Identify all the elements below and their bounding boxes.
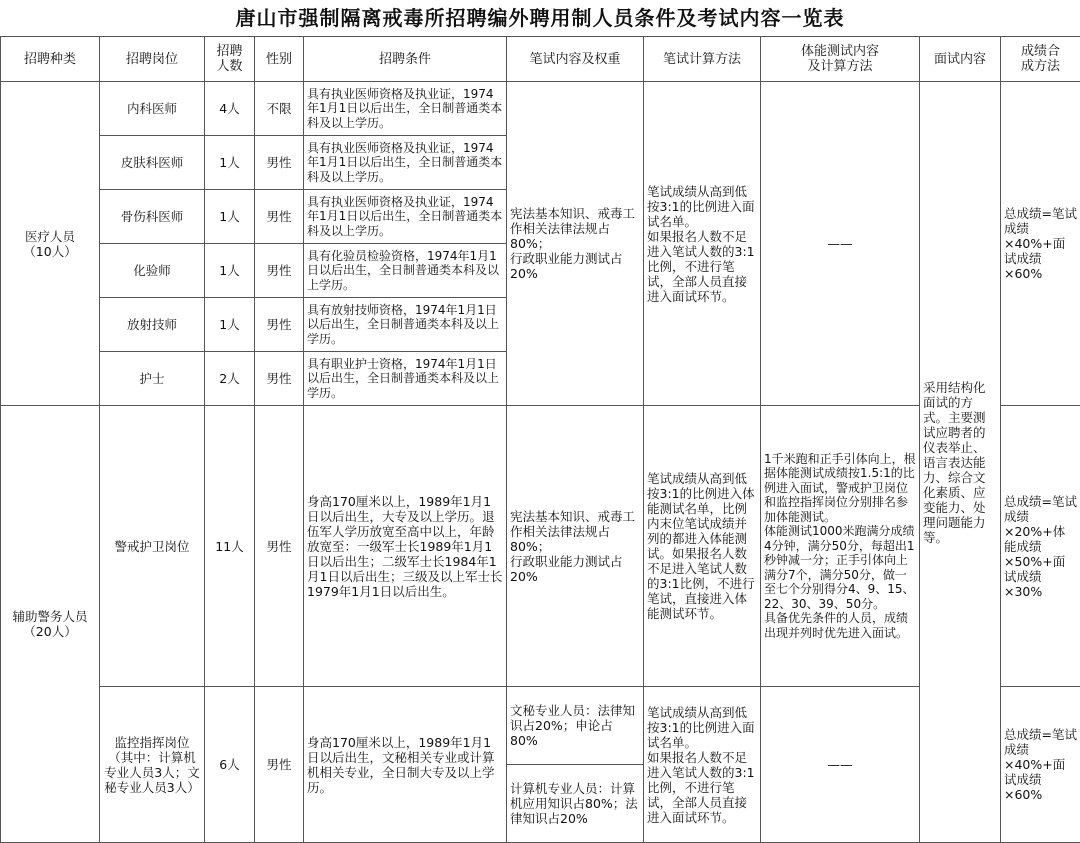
gender-cell: 不限 (255, 82, 304, 136)
requirement-cell: 具有放射技师资格，1974年1月1日以后出生，全日制普通类本科及以上学历。 (304, 298, 507, 352)
table-row (1, 82, 1080, 136)
exam-content-computer (507, 765, 643, 842)
exam-content-secretary (507, 687, 643, 765)
col-header: 体能测试内容 及计算方法 (761, 37, 920, 82)
gender-cell: 男性 (255, 190, 304, 244)
count-cell: 1人 (205, 190, 255, 244)
post-cell: 内科医师 (100, 82, 205, 136)
category-police: 辅助警务人员 （20人） (1, 406, 100, 843)
requirement-cell: 具有执业医师资格及执业证，1974年1月1日以后出生，全日制普通类本科及以上学历。 (304, 82, 507, 136)
requirement-cell: 具有执业医师资格及执业证，1974年1月1日以后出生，全日制普通类本科及以上学历。 (304, 190, 507, 244)
requirement-cell: 具有职业护士资格，1974年1月1日以后出生，全日制普通类本科及以上学历。 (304, 352, 507, 406)
col-header: 招聘种类 (1, 37, 100, 82)
score-method-medical: 总成绩=笔试成绩×40%+面试成绩×60% (1001, 82, 1080, 406)
requirement-cell: 具有执业医师资格及执业证，1974年1月1日以后出生，全日制普通类本科及以上学历。 (304, 136, 507, 190)
recruitment-table (0, 36, 1080, 843)
gender-cell: 男性 (255, 687, 304, 843)
exam-content-medical: 宪法基本知识、戒毒工作相关法律法规占80%； 行政职业能力测试占20% (507, 82, 644, 406)
count-cell: 6人 (205, 687, 255, 843)
count-cell: 2人 (205, 352, 255, 406)
gender-cell: 男性 (255, 298, 304, 352)
exam-method-guard: 笔试成绩从高到低按3:1的比例进入体能测试名单，比例内末位笔试成绩并列的都进入体能测试。如果报名人数不足进入笔试人数的3:1比例，不进行笔试，直接进入体能测试环节。 (644, 406, 761, 687)
physical-test-medical: —— (761, 82, 920, 406)
col-header: 招聘条件 (304, 37, 507, 82)
col-header: 面试内容 (920, 37, 1001, 82)
score-method-guard: 总成绩=笔试成绩×20%+体能成绩×50%+面试成绩×30% (1001, 406, 1080, 687)
gender-cell: 男性 (255, 136, 304, 190)
requirement-cell: 身高170厘米以上，1989年1月1日以后出生，大专及以上学历。退伍军人学历放宽至高中以上，年龄放宽至：一级军士长1989年1月1日以后出生；二级军士长1984年1月1日以后出生；三级及以上军士长1979年1月1日以后出生。 (304, 406, 507, 687)
interview-content: 采用结构化面试的方式。主要测试应聘者的仪表举止、语言表达能力、综合文化素质、应变能力、处理问题能力等。 (920, 82, 1001, 843)
physical-test-guard: 1千米跑和正手引体向上，根据体能测试成绩按1.5:1的比例进入面试，警戒护卫岗位和监控指挥岗位分别排名参加体能测试。 体能测试1000米跑满分成绩4分钟，满分50分，每超出1秒钟减一分；正手引体向上满分7个，满分50分，做一至七个分别得分4、9、15、22、30、39、50分。 具备优先条件的人员，成绩出现并列时优先进入面试。 (761, 406, 920, 687)
table-row (1, 687, 1080, 843)
exam-method-monitor: 笔试成绩从高到低按3:1的比例进入面试名单。 如果报名人数不足进入笔试人数的3:1比例，不进行笔试，全部人员直接进入面试环节。 (644, 687, 761, 843)
col-header: 笔试内容及权重 (507, 37, 644, 82)
post-cell: 皮肤科医师 (100, 136, 205, 190)
post-cell: 护士 (100, 352, 205, 406)
col-header: 性别 (255, 37, 304, 82)
count-cell: 11人 (205, 406, 255, 687)
requirement-cell: 身高170厘米以上，1989年1月1日以后出生，文秘相关专业或计算机相关专业，全日制大专及以上学历。 (304, 687, 507, 843)
count-cell: 1人 (205, 298, 255, 352)
requirement-cell: 具有化验员检验资格，1974年1月1日以后出生，全日制普通类本科及以上学历。 (304, 244, 507, 298)
post-cell: 监控指挥岗位 （其中：计算机专业人员3人；文秘专业人员3人） (100, 687, 205, 843)
count-cell: 4人 (205, 82, 255, 136)
col-header: 笔试计算方法 (644, 37, 761, 82)
post-cell: 化验师 (100, 244, 205, 298)
physical-test-monitor: —— (761, 687, 920, 843)
score-method-monitor: 总成绩=笔试成绩×40%+面试成绩×60% (1001, 687, 1080, 843)
exam-method-medical: 笔试成绩从高到低按3:1的比例进入面试名单。 如果报名人数不足进入笔试人数的3:1比例，不进行笔试，全部人员直接进入面试环节。 (644, 82, 761, 406)
post-cell: 放射技师 (100, 298, 205, 352)
exam-content-secretary-text: 文秘专业人员：法律知识占20%；申论占80% (510, 703, 636, 748)
page-title: 唐山市强制隔离戒毒所招聘编外聘用制人员条件及考试内容一览表 (235, 6, 845, 30)
post-cell: 骨伤科医师 (100, 190, 205, 244)
post-cell: 警戒护卫岗位 (100, 406, 205, 687)
col-header: 招聘岗位 (100, 37, 205, 82)
category-medical: 医疗人员 （10人） (1, 82, 100, 406)
header-row (1, 37, 1080, 82)
count-cell: 1人 (205, 136, 255, 190)
gender-cell: 男性 (255, 406, 304, 687)
exam-content-guard: 宪法基本知识、戒毒工作相关法律法规占80%； 行政职业能力测试占20% (507, 406, 644, 687)
exam-content-monitor (507, 687, 644, 843)
gender-cell: 男性 (255, 244, 304, 298)
col-header: 招聘 人数 (205, 37, 255, 82)
gender-cell: 男性 (255, 352, 304, 406)
count-cell: 1人 (205, 244, 255, 298)
table-row (1, 406, 1080, 687)
col-header: 成绩合 成方法 (1001, 37, 1080, 82)
exam-content-computer-text: 计算机专业人员：计算机应用知识占80%；法律知识占20% (510, 781, 638, 826)
